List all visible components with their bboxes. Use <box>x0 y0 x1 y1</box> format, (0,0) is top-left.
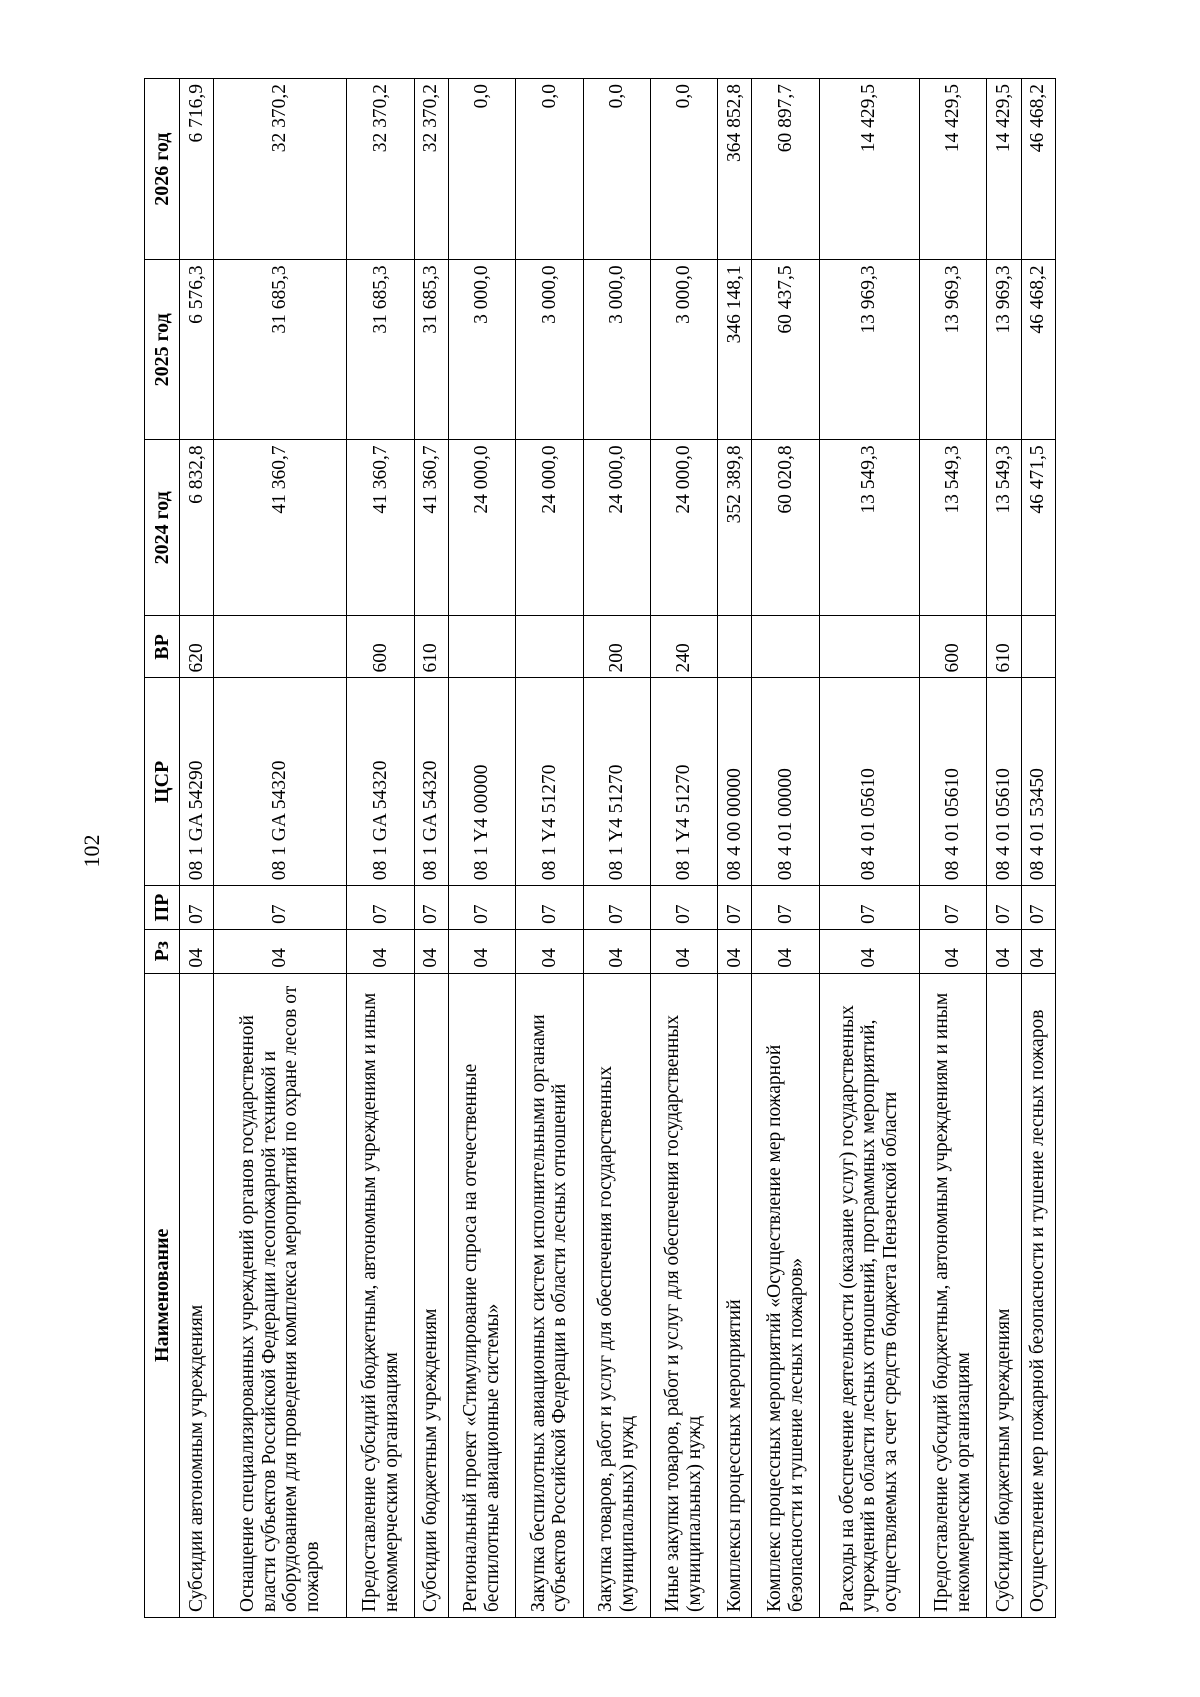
header-2025: 2025 год <box>145 260 180 440</box>
cell-2024: 24 000,0 <box>516 440 583 616</box>
cell-vr <box>516 616 583 678</box>
cell-2026: 32 370,2 <box>414 79 448 260</box>
cell-rz: 04 <box>919 929 986 973</box>
cell-2024: 13 549,3 <box>987 440 1021 616</box>
cell-2026: 0,0 <box>449 79 516 260</box>
cell-2025: 3 000,0 <box>650 260 717 440</box>
cell-rz: 04 <box>583 929 650 973</box>
cell-name: Закупка товаров, работ и услуг для обеспечения государственных (муниципальных) нужд <box>583 973 650 1617</box>
cell-2025: 13 969,3 <box>919 260 986 440</box>
cell-rz: 04 <box>214 929 347 973</box>
cell-pr: 07 <box>347 886 414 930</box>
header-name: Наименование <box>145 973 180 1617</box>
table-row <box>414 79 448 1618</box>
cell-rz: 04 <box>449 929 516 973</box>
cell-name: Предоставление субсидий бюджетным, автономным учреждениям и иным некоммерческим организациям <box>919 973 986 1617</box>
cell-2024: 60 020,8 <box>752 440 819 616</box>
cell-vr <box>1021 616 1055 678</box>
table-row <box>650 79 717 1618</box>
cell-2026: 0,0 <box>650 79 717 260</box>
cell-2026: 32 370,2 <box>214 79 347 260</box>
cell-pr: 07 <box>752 886 819 930</box>
header-rz: Рз <box>145 929 180 973</box>
cell-name: Субсидии бюджетным учреждениям <box>987 973 1021 1617</box>
table-row <box>819 79 919 1618</box>
cell-2024: 352 389,8 <box>718 440 752 616</box>
cell-2026: 0,0 <box>583 79 650 260</box>
cell-vr: 600 <box>347 616 414 678</box>
cell-rz: 04 <box>1021 929 1055 973</box>
cell-2025: 31 685,3 <box>414 260 448 440</box>
cell-2024: 41 360,7 <box>347 440 414 616</box>
cell-vr <box>214 616 347 678</box>
cell-pr: 07 <box>214 886 347 930</box>
cell-vr: 620 <box>180 616 214 678</box>
cell-csr: 08 4 00 00000 <box>718 678 752 886</box>
cell-2026: 14 429,5 <box>819 79 919 260</box>
cell-rz: 04 <box>414 929 448 973</box>
cell-name: Оснащение специализированных учреждений органов государственной власти субъектов Российской Федерации лесопожарной техникой и оборудованием для проведения комплекса мероприятий по охране лесов от пожаров <box>214 973 347 1617</box>
cell-csr: 08 1 Y4 51270 <box>583 678 650 886</box>
cell-rz: 04 <box>819 929 919 973</box>
cell-name: Расходы на обеспечение деятельности (оказание услуг) государственных учреждений в области лесных отношений, программных мероприятий, осуществляемых за счет средств бюджета Пензенской области <box>819 973 919 1617</box>
cell-2024: 24 000,0 <box>449 440 516 616</box>
cell-2024: 24 000,0 <box>583 440 650 616</box>
cell-2024: 13 549,3 <box>919 440 986 616</box>
cell-pr: 07 <box>1021 886 1055 930</box>
cell-2026: 32 370,2 <box>347 79 414 260</box>
cell-2025: 3 000,0 <box>583 260 650 440</box>
cell-2026: 46 468,2 <box>1021 79 1055 260</box>
cell-rz: 04 <box>180 929 214 973</box>
cell-csr: 08 1 GA 54320 <box>414 678 448 886</box>
table-row <box>718 79 752 1618</box>
cell-2024: 41 360,7 <box>414 440 448 616</box>
cell-2025: 13 969,3 <box>987 260 1021 440</box>
cell-2024: 46 471,5 <box>1021 440 1055 616</box>
cell-2026: 6 716,9 <box>180 79 214 260</box>
table-row <box>347 79 414 1618</box>
cell-vr: 600 <box>919 616 986 678</box>
cell-2024: 13 549,3 <box>819 440 919 616</box>
cell-name: Региональный проект «Стимулирование спроса на отечественные беспилотные авиационные системы» <box>449 973 516 1617</box>
cell-name: Комплекс процессных мероприятий «Осуществление мер пожарной безопасности и тушение лесных пожаров» <box>752 973 819 1617</box>
cell-csr: 08 1 GA 54320 <box>214 678 347 886</box>
cell-rz: 04 <box>347 929 414 973</box>
cell-pr: 07 <box>180 886 214 930</box>
cell-csr: 08 1 Y4 51270 <box>516 678 583 886</box>
table-row <box>1021 79 1055 1618</box>
cell-vr <box>718 616 752 678</box>
budget-table <box>144 78 1056 1618</box>
cell-name: Предоставление субсидий бюджетным, автономным учреждениям и иным некоммерческим организациям <box>347 973 414 1617</box>
cell-2025: 46 468,2 <box>1021 260 1055 440</box>
cell-pr: 07 <box>919 886 986 930</box>
cell-pr: 07 <box>987 886 1021 930</box>
cell-csr: 08 1 GA 54290 <box>180 678 214 886</box>
cell-2025: 31 685,3 <box>214 260 347 440</box>
header-vr: ВР <box>145 616 180 678</box>
cell-name: Субсидии автономным учреждениям <box>180 973 214 1617</box>
header-pr: ПР <box>145 886 180 930</box>
cell-vr: 610 <box>414 616 448 678</box>
cell-csr: 08 4 01 05610 <box>987 678 1021 886</box>
cell-rz: 04 <box>718 929 752 973</box>
cell-csr: 08 1 Y4 00000 <box>449 678 516 886</box>
table-row <box>449 79 516 1618</box>
table-row <box>180 79 214 1618</box>
cell-csr: 08 4 01 53450 <box>1021 678 1055 886</box>
cell-2025: 60 437,5 <box>752 260 819 440</box>
cell-csr: 08 1 Y4 51270 <box>650 678 717 886</box>
cell-name: Иные закупки товаров, работ и услуг для обеспечения государственных (муниципальных) нужд <box>650 973 717 1617</box>
cell-name: Субсидии бюджетным учреждениям <box>414 973 448 1617</box>
cell-vr: 240 <box>650 616 717 678</box>
cell-pr: 07 <box>583 886 650 930</box>
cell-2026: 364 852,8 <box>718 79 752 260</box>
cell-vr: 610 <box>987 616 1021 678</box>
cell-vr <box>819 616 919 678</box>
cell-csr: 08 4 01 00000 <box>752 678 819 886</box>
cell-vr <box>449 616 516 678</box>
cell-2025: 3 000,0 <box>449 260 516 440</box>
cell-vr: 200 <box>583 616 650 678</box>
table-row <box>214 79 347 1618</box>
cell-2025: 3 000,0 <box>516 260 583 440</box>
cell-name: Закупка беспилотных авиационных систем исполнительными органами субъектов Российской Федерации в области лесных отношений <box>516 973 583 1617</box>
cell-csr: 08 4 01 05610 <box>919 678 986 886</box>
cell-csr: 08 4 01 05610 <box>819 678 919 886</box>
cell-name: Осуществление мер пожарной безопасности и тушение лесных пожаров <box>1021 973 1055 1617</box>
cell-pr: 07 <box>449 886 516 930</box>
cell-2025: 6 576,3 <box>180 260 214 440</box>
table-row <box>583 79 650 1618</box>
cell-pr: 07 <box>819 886 919 930</box>
header-2026: 2026 год <box>145 79 180 260</box>
budget-table-container <box>144 78 1056 1618</box>
header-2024: 2024 год <box>145 440 180 616</box>
cell-2026: 0,0 <box>516 79 583 260</box>
cell-2026: 60 897,7 <box>752 79 819 260</box>
cell-rz: 04 <box>516 929 583 973</box>
cell-2026: 14 429,5 <box>987 79 1021 260</box>
table-row <box>752 79 819 1618</box>
table-row <box>919 79 986 1618</box>
cell-rz: 04 <box>752 929 819 973</box>
cell-2026: 14 429,5 <box>919 79 986 260</box>
cell-rz: 04 <box>987 929 1021 973</box>
cell-pr: 07 <box>650 886 717 930</box>
cell-pr: 07 <box>414 886 448 930</box>
cell-rz: 04 <box>650 929 717 973</box>
cell-csr: 08 1 GA 54320 <box>347 678 414 886</box>
cell-2024: 41 360,7 <box>214 440 347 616</box>
table-header-row <box>145 79 180 1618</box>
cell-2025: 346 148,1 <box>718 260 752 440</box>
cell-name: Комплексы процессных мероприятий <box>718 973 752 1617</box>
header-csr: ЦСР <box>145 678 180 886</box>
table-row <box>516 79 583 1618</box>
cell-2025: 31 685,3 <box>347 260 414 440</box>
cell-2024: 6 832,8 <box>180 440 214 616</box>
cell-pr: 07 <box>718 886 752 930</box>
cell-vr <box>752 616 819 678</box>
table-row <box>987 79 1021 1618</box>
page-number: 102 <box>79 834 104 868</box>
cell-2024: 24 000,0 <box>650 440 717 616</box>
cell-pr: 07 <box>516 886 583 930</box>
cell-2025: 13 969,3 <box>819 260 919 440</box>
